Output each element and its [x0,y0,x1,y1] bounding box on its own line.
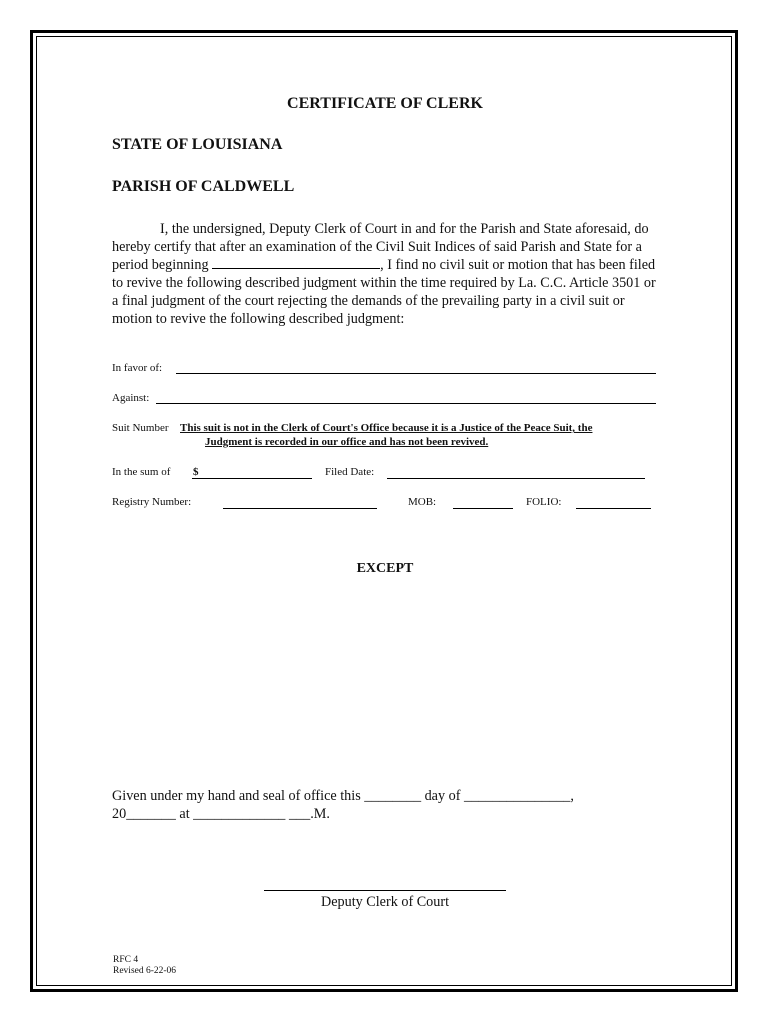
state-heading: STATE OF LOUISIANA [112,136,283,153]
in-favor-label: In favor of: [112,362,163,374]
except-heading: EXCEPT [356,561,414,576]
certification-text-part1: I, the undersigned, Deputy Clerk of Court in and for the Parish and State aforesaid, do hereby certify that after an examination of the Civil Suit Indices of said Parish and State for a period beginning [112,221,649,273]
mob-field[interactable] [453,508,513,509]
registry-number-label: Registry Number: [112,496,192,508]
given-line-2: 20_______ at _____________ ___.M. [112,806,330,822]
sum-label: In the sum of [112,466,171,478]
signature-label: Deputy Clerk of Court [320,894,450,910]
signature-line[interactable] [264,890,506,891]
sum-currency: $ [193,466,199,478]
document-title: CERTIFICATE OF CLERK [287,95,483,112]
certification-text-part2: , I find no civil suit or motion that has been filed to revive the following described judgment within the time required by La. C.C. Article 3501 or a final judgment of the court rejecting the demands of the prevailing party in a civil suit or motion to revive the following described judgment: [112,257,656,327]
folio-field[interactable] [576,508,651,509]
period-beginning-blank[interactable] [212,256,380,269]
given-line-1: Given under my hand and seal of office this ________ day of _______________, [112,788,574,804]
suit-number-note-line2: Judgment is recorded in our office and has not been revived. [205,436,489,448]
parish-heading: PARISH OF CALDWELL [112,178,295,195]
filed-date-field[interactable] [387,478,645,479]
folio-label: FOLIO: [526,496,562,508]
against-label: Against: [112,392,150,404]
revision-date: Revised 6-22-06 [113,966,177,976]
filed-date-label: Filed Date: [325,466,375,478]
against-field[interactable] [156,403,656,404]
registry-number-field[interactable] [223,508,377,509]
certification-paragraph [112,220,660,328]
mob-label: MOB: [408,496,437,508]
in-favor-field[interactable] [176,373,656,374]
form-id: RFC 4 [113,955,139,965]
suit-number-label: Suit Number [112,422,169,434]
sum-field[interactable] [192,478,312,479]
suit-number-note-line1: This suit is not in the Clerk of Court's Office because it is a Justice of the Peace Suit, the [180,422,593,434]
